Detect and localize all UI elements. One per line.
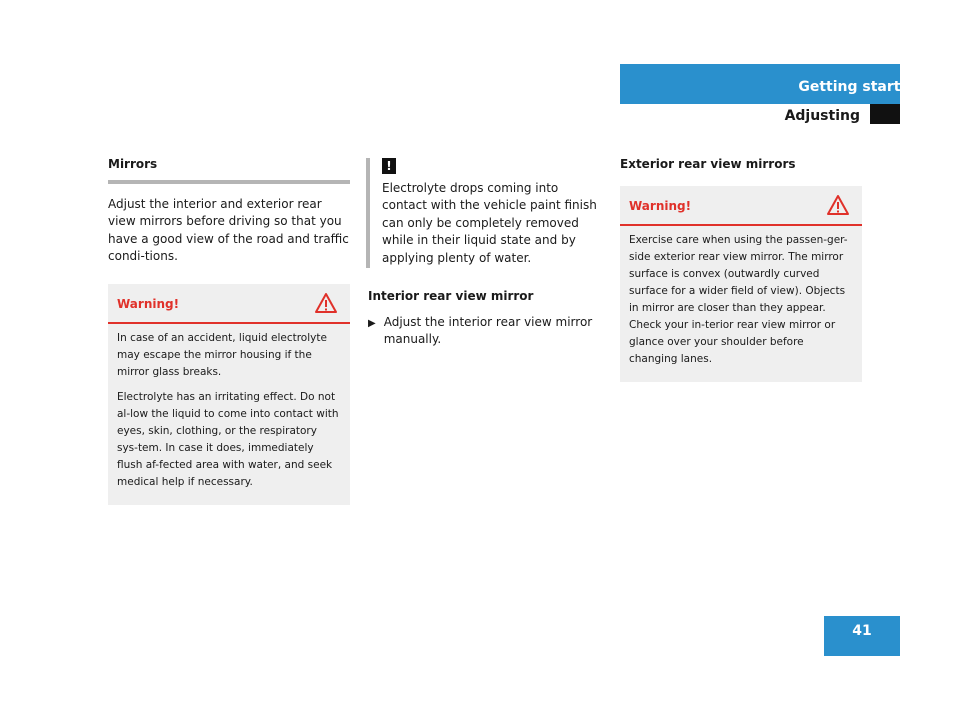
interior-mirror-heading: Interior rear view mirror — [368, 289, 534, 303]
exterior-mirrors-heading: Exterior rear view mirrors — [620, 157, 796, 171]
warning-triangle-icon — [314, 292, 338, 314]
warning-label: Warning! — [629, 198, 692, 213]
warning-body — [108, 324, 350, 491]
warning-box-convex-mirror — [620, 186, 862, 382]
warning-paragraph: In case of an accident, liquid electrolyte may escape the mirror housing if the mirror glass breaks. — [117, 331, 327, 378]
warning-header — [620, 186, 862, 226]
page-number: 41 — [824, 616, 900, 656]
column-left — [108, 156, 350, 505]
mirrors-heading: Mirrors — [108, 157, 158, 171]
warning-body — [620, 226, 862, 368]
subsection-marker — [870, 104, 900, 124]
warning-label: Warning! — [117, 296, 180, 311]
heading-rule — [108, 180, 350, 184]
arrow-bullet-icon: ▶ — [368, 317, 376, 329]
column-middle — [368, 158, 606, 349]
subsection-title: Adjusting — [784, 108, 860, 124]
notice-text: Electrolyte drops coming into contact with the vehicle paint finish can only be completely removed while in their liquid state and by applying plenty of water. — [382, 180, 597, 265]
section-title: Getting started — [798, 79, 920, 95]
instruction-text: Adjust the interior rear view mirror manually. — [383, 314, 593, 346]
notice-box — [366, 158, 606, 268]
warning-paragraph: Electrolyte has an irritating effect. Do not al-low the liquid to come into contact with eyes, skin, clothing, or the respiratory sys-tem. In case it does, immediately flush af-fected area with water, and seek medical help if necessary. — [117, 390, 339, 488]
column-right — [620, 156, 862, 382]
warning-paragraph: Exercise care when using the passen-ger-side exterior rear view mirror. The mirror surface is convex (outwardly curved surface for a wider field of view). Objects in mirror are closer than they appear. Check your in-terior rear view mirror or glance over your shoulder before changing lanes. — [629, 233, 848, 365]
instruction-step — [368, 314, 606, 349]
warning-triangle-icon — [826, 194, 850, 216]
warning-header — [108, 284, 350, 324]
warning-box-electrolyte — [108, 284, 350, 505]
mirrors-intro: Adjust the interior and exterior rear view mirrors before driving so that you have a good view of the road and traffic condi-tions. — [108, 196, 349, 263]
exclamation-icon: ! — [382, 158, 396, 174]
